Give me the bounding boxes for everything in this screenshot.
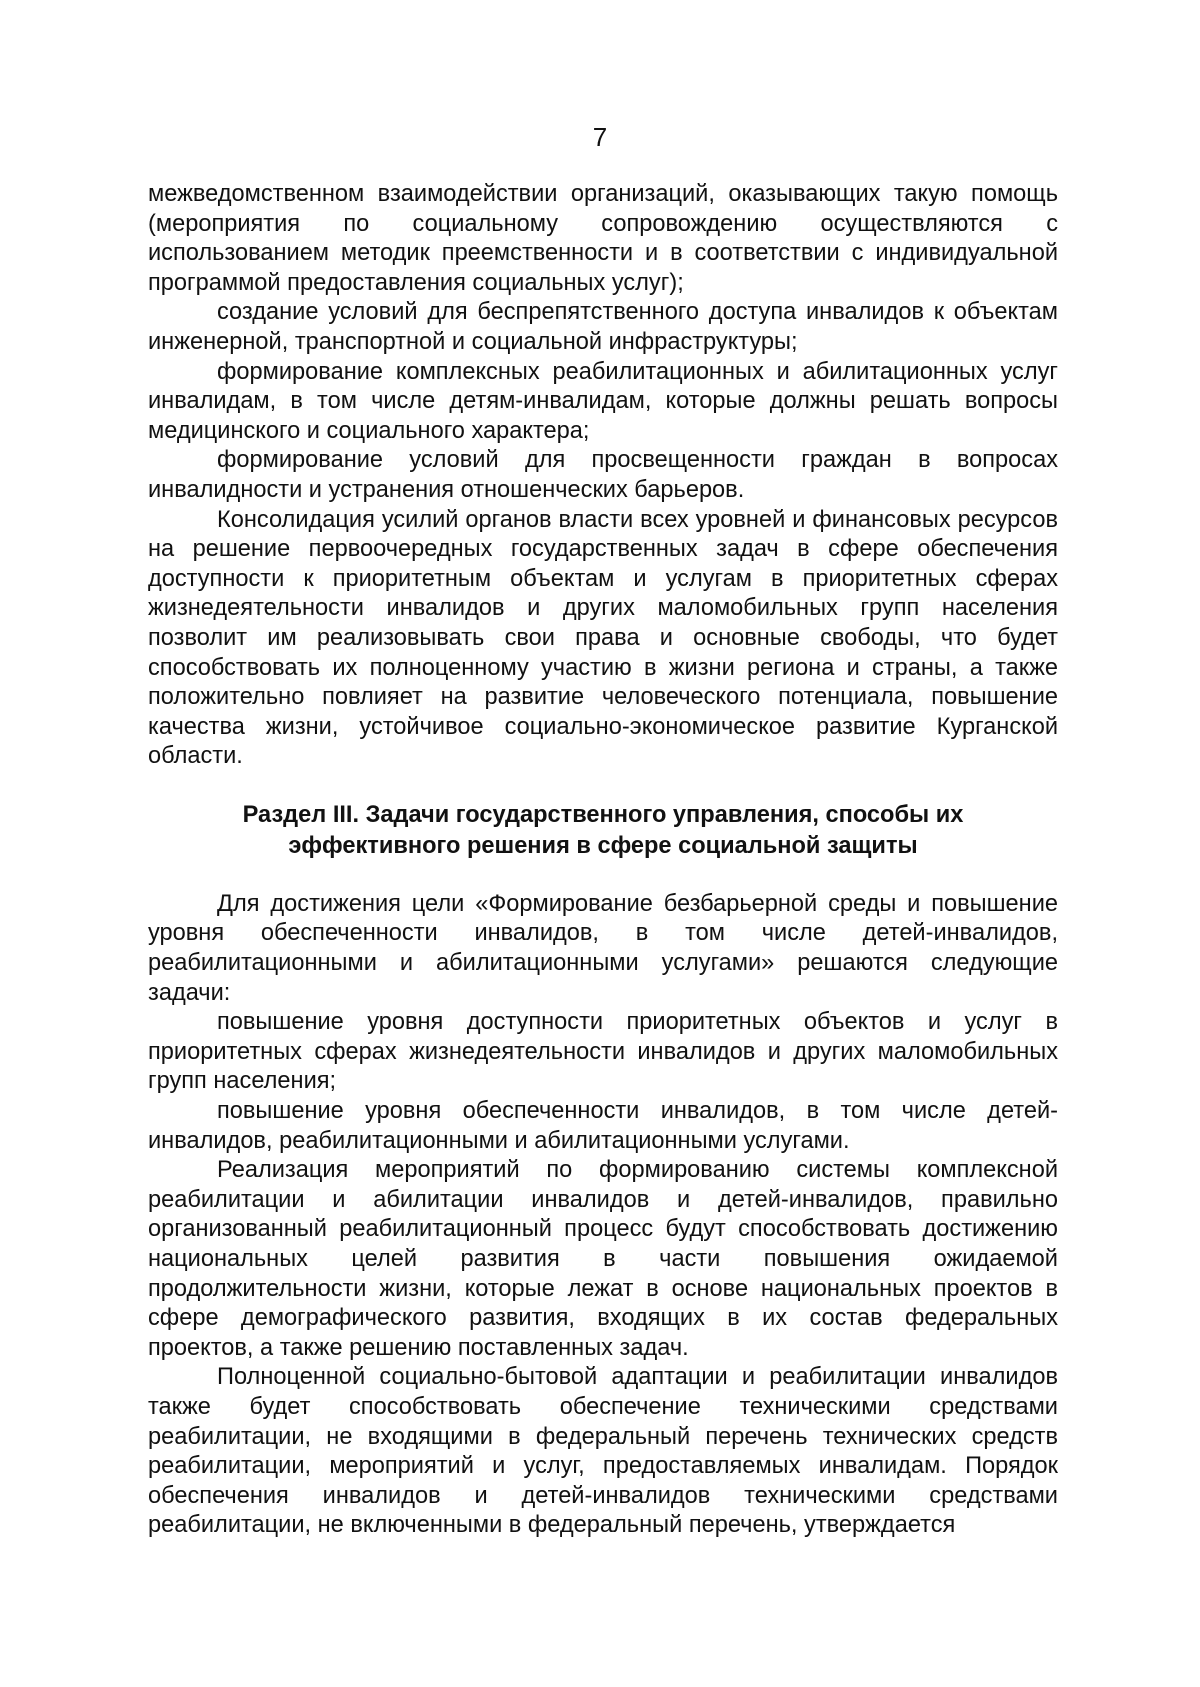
page-number: 7 <box>592 122 608 152</box>
paragraph: Для достижения цели «Формирование безбарьерной среды и повышение уровня обеспеченности инвалидов, в том числе детей-инвалидов, реабилитационными и абилитационными услугами» решаются следующие задачи: <box>148 890 1058 1006</box>
section-heading-line: Раздел III. Задачи государственного управления, способы их <box>242 801 964 828</box>
document-body <box>148 180 1058 1541</box>
paragraph: Реализация мероприятий по формированию системы комплексной реабилитации и абилитации инвалидов и детей-инвалидов, правильно организованный реабилитационный процесс будут способствовать достижению национальных целей развития в части повышения ожидаемой продолжительности жизни, которые лежат в основе национальных проектов в сфере демографического развития, входящих в их состав федеральных проектов, а также решению поставленных задач. <box>148 1157 1058 1361</box>
section-heading <box>148 800 1058 862</box>
paragraph: создание условий для беспрепятственного доступа инвалидов к объектам инженерной, транспортной и социальной инфраструктуры; <box>148 299 1058 355</box>
paragraph: Полноценной социально-бытовой адаптации и реабилитации инвалидов также будет способствовать обеспечение техническими средствами реабилитации, не входящими в федеральный перечень технических средств реабилитации, мероприятий и услуг, предоставляемых инвалидам. Порядок обеспечения инвалидов и детей-инвалидов техническими средствами реабилитации, не включенными в федеральный перечень, утверждается <box>148 1364 1058 1539</box>
paragraph: межведомственном взаимодействии организаций, оказывающих такую помощь (мероприятия по социальному сопровождению осуществляются с использованием методик преемственности и в соответствии с индивидуальной программой предоставления социальных услуг); <box>148 181 1058 296</box>
paragraph: Консолидация усилий органов власти всех уровней и финансовых ресурсов на решение первоочередных государственных задач в сфере обеспечения доступности к приоритетным объектам и услугам в приоритетных сферах жизнедеятельности инвалидов и других маломобильных групп населения позволит им реализовывать свои права и основные свободы, что будет способствовать их полноценному участию в жизни региона и страны, а также положительно повлияет на развитие человеческого потенциала, повышение качества жизни, устойчивое социально-экономическое развитие Курганской области. <box>148 506 1058 770</box>
paragraph: повышение уровня обеспеченности инвалидов, в том числе детей-инвалидов, реабилитационными и абилитационными услугами. <box>148 1098 1058 1154</box>
paragraph: повышение уровня доступности приоритетных объектов и услуг в приоритетных сферах жизнедеятельности инвалидов и других маломобильных групп населения; <box>148 1009 1058 1095</box>
section-heading-line: эффективного решения в сфере социальной защиты <box>288 832 918 859</box>
paragraph: формирование условий для просвещенности граждан в вопросах инвалидности и устранения отношенческих барьеров. <box>148 447 1058 503</box>
paragraph: формирование комплексных реабилитационных и абилитационных услуг инвалидам, в том числе детям-инвалидам, которые должны решать вопросы медицинского и социального характера; <box>148 358 1058 444</box>
